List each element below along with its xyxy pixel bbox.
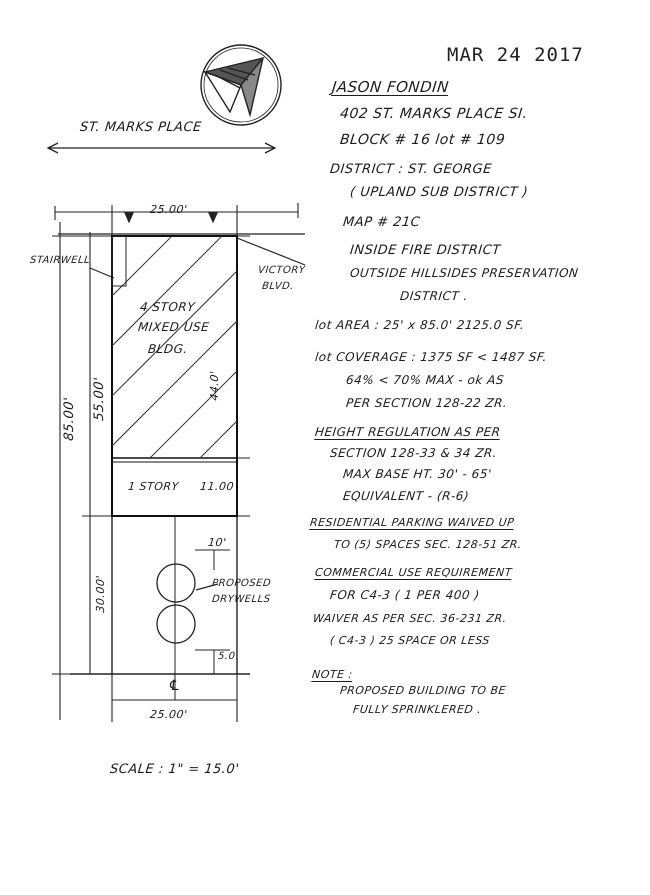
height-4: EQUIVALENT - (R-6) [342,489,470,503]
lower-floor-label: 1 STORY [127,480,180,493]
hillsides-line-2: DISTRICT . [399,289,469,303]
upper-floor-label-2: MIXED USE [137,320,210,334]
rear-depth-label: 30.00' [94,574,107,614]
height-2: SECTION 128-33 & 34 ZR. [329,446,498,460]
scale-label: SCALE : 1" = 15.0' [109,762,241,777]
dim-5-label: 5.0 [217,651,236,662]
bottom-width-label: 25.00' [149,708,189,721]
north-arrow-icon [201,45,281,125]
dim-10-label: 10' [207,536,228,549]
fire-district: INSIDE FIRE DISTRICT [349,243,502,258]
hillsides-line-1: OUTSIDE HILLSIDES PRESERVATION [349,266,580,280]
depth-dimensions [52,222,112,720]
upper-floor-label-3: BLDG. [147,342,189,356]
note-2: FULLY SPRINKLERED . [352,703,483,716]
drywells-label-1: PROPOSED [211,578,272,589]
upper-floor-label-1: 4 STORY [139,300,196,314]
victory-blvd-label-2: BLVD. [261,281,295,292]
height-1: HEIGHT REGULATION AS PER [314,425,502,439]
waiver-2: ( C4-3 ) 25 SPACE OR LESS [329,634,491,647]
district: DISTRICT : ST. GEORGE [329,162,493,177]
height-3: MAX BASE HT. 30' - 65' [342,467,493,481]
waiver-1: WAIVER AS PER SEC. 36-231 ZR. [312,612,508,625]
lower-depth-label: 11.00 [199,480,235,493]
total-depth-label: 85.00' [62,396,77,442]
centerline-symbol: ℄ [167,678,182,694]
lot-coverage-2: 64% < 70% MAX - ok AS [345,373,505,387]
victory-blvd-label-1: VICTORY [257,265,306,276]
subdistrict: ( UPLAND SUB DISTRICT ) [349,185,529,200]
parking-2: TO (5) SPACES SEC. 128-51 ZR. [333,538,523,551]
street-line [48,143,275,153]
note-label: NOTE : [311,668,354,681]
owner-address: 402 ST. MARKS PLACE SI. [339,106,529,122]
lot-area: lot AREA : 25' x 85.0' 2125.0 SF. [314,318,526,332]
block-lot: BLOCK # 16 lot # 109 [339,132,506,148]
commercial-2: FOR C4-3 ( 1 PER 400 ) [329,588,481,602]
upper-depth-label: 44.0' [208,369,221,402]
top-width-label: 25.00' [149,203,189,216]
street-name-label: ST. MARKS PLACE [79,120,203,135]
commercial-1: COMMERCIAL USE REQUIREMENT [314,566,513,579]
drywells-label-2: DRYWELLS [211,594,272,605]
lot-coverage-1: lot COVERAGE : 1375 SF < 1487 SF. [314,350,548,364]
note-1: PROPOSED BUILDING TO BE [339,684,507,697]
lot-coverage-3: PER SECTION 128-22 ZR. [345,396,509,410]
date-stamp: MAR 24 2017 [447,44,584,66]
parking-1: RESIDENTIAL PARKING WAIVED UP [309,516,515,529]
owner-name: JASON FONDIN [331,78,450,96]
stairwell-label: STAIRWELL [29,255,91,266]
drywell-icon [157,564,218,643]
building-depth-label: 55.00' [92,376,107,422]
map-number: MAP # 21C [342,215,422,230]
